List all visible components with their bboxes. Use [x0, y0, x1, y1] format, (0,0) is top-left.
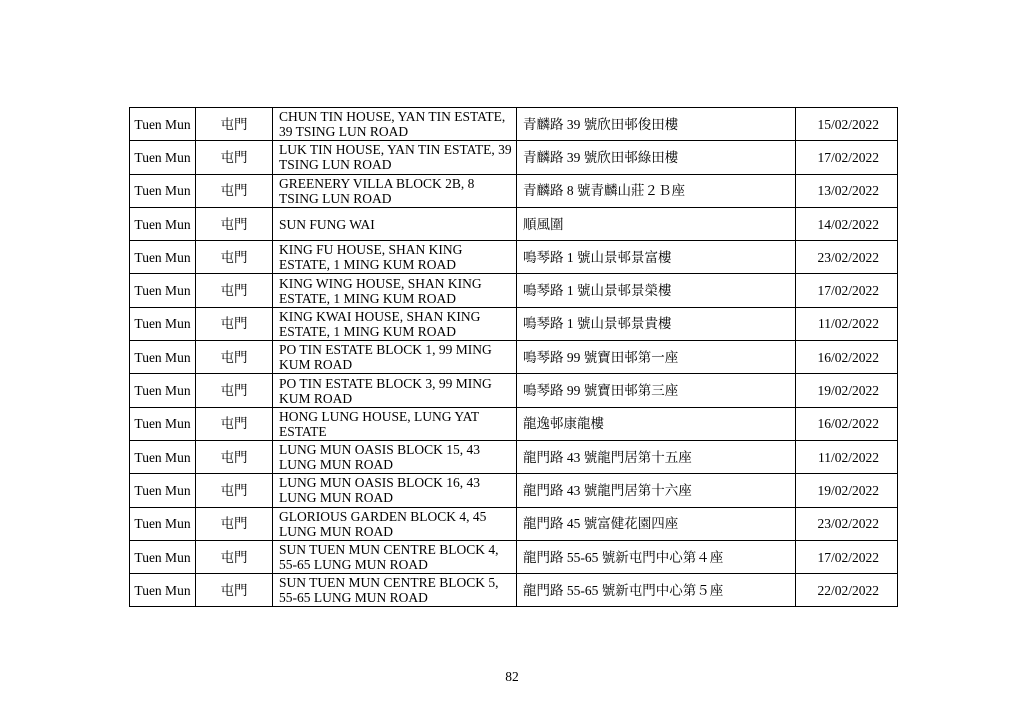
district-cell: Tuen Mun: [130, 540, 196, 573]
address-zh-cell: 青麟路 8 號青麟山莊２Ｂ座: [517, 174, 796, 207]
building-name-cell: SUN TUEN MUN CENTRE BLOCK 5, 55-65 LUNG MUN ROAD: [273, 574, 517, 607]
address-zh-cell: 鳴琴路 1 號山景邨景榮樓: [517, 274, 796, 307]
table-row: [130, 341, 898, 374]
date-cell: 16/02/2022: [796, 407, 898, 440]
building-name-cell: SUN TUEN MUN CENTRE BLOCK 4, 55-65 LUNG MUN ROAD: [273, 540, 517, 573]
address-zh-cell: 龍門路 43 號龍門居第十五座: [517, 440, 796, 473]
date-cell: 11/02/2022: [796, 440, 898, 473]
district-cell: Tuen Mun: [130, 374, 196, 407]
district-zh-cell: 屯門: [196, 440, 273, 473]
district-cell: Tuen Mun: [130, 174, 196, 207]
table-row: [130, 274, 898, 307]
address-zh-cell: 龍門路 43 號龍門居第十六座: [517, 474, 796, 507]
table-row: [130, 174, 898, 207]
address-zh-cell: 鳴琴路 99 號寶田邨第三座: [517, 374, 796, 407]
table-row: [130, 374, 898, 407]
address-zh-cell: 龍門路 55-65 號新屯門中心第５座: [517, 574, 796, 607]
table-row: [130, 407, 898, 440]
district-cell: Tuen Mun: [130, 141, 196, 174]
date-cell: 15/02/2022: [796, 108, 898, 141]
page-number: 82: [505, 669, 519, 684]
district-zh-cell: 屯門: [196, 540, 273, 573]
table-row: [130, 574, 898, 607]
table-row: [130, 307, 898, 340]
building-name-cell: KING WING HOUSE, SHAN KING ESTATE, 1 MING KUM ROAD: [273, 274, 517, 307]
table-body: [130, 108, 898, 607]
address-zh-cell: 龍門路 55-65 號新屯門中心第４座: [517, 540, 796, 573]
building-name-cell: KING KWAI HOUSE, SHAN KING ESTATE, 1 MING KUM ROAD: [273, 307, 517, 340]
district-cell: Tuen Mun: [130, 207, 196, 240]
district-zh-cell: 屯門: [196, 108, 273, 141]
building-name-cell: HONG LUNG HOUSE, LUNG YAT ESTATE: [273, 407, 517, 440]
building-name-cell: LUK TIN HOUSE, YAN TIN ESTATE, 39 TSING LUN ROAD: [273, 141, 517, 174]
district-zh-cell: 屯門: [196, 574, 273, 607]
date-cell: 23/02/2022: [796, 241, 898, 274]
building-name-cell: PO TIN ESTATE BLOCK 1, 99 MING KUM ROAD: [273, 341, 517, 374]
building-name-cell: SUN FUNG WAI: [273, 207, 517, 240]
table-row: [130, 207, 898, 240]
address-zh-cell: 青麟路 39 號欣田邨俊田樓: [517, 108, 796, 141]
date-cell: 11/02/2022: [796, 307, 898, 340]
district-zh-cell: 屯門: [196, 407, 273, 440]
district-cell: Tuen Mun: [130, 108, 196, 141]
district-zh-cell: 屯門: [196, 241, 273, 274]
district-zh-cell: 屯門: [196, 174, 273, 207]
district-cell: Tuen Mun: [130, 507, 196, 540]
district-cell: Tuen Mun: [130, 274, 196, 307]
table-row: [130, 507, 898, 540]
date-cell: 16/02/2022: [796, 341, 898, 374]
building-name-cell: CHUN TIN HOUSE, YAN TIN ESTATE, 39 TSING LUN ROAD: [273, 108, 517, 141]
district-zh-cell: 屯門: [196, 507, 273, 540]
district-zh-cell: 屯門: [196, 374, 273, 407]
building-name-cell: PO TIN ESTATE BLOCK 3, 99 MING KUM ROAD: [273, 374, 517, 407]
table-row: [130, 474, 898, 507]
district-cell: Tuen Mun: [130, 407, 196, 440]
date-cell: 17/02/2022: [796, 274, 898, 307]
address-zh-cell: 鳴琴路 1 號山景邨景富樓: [517, 241, 796, 274]
district-cell: Tuen Mun: [130, 574, 196, 607]
date-cell: 23/02/2022: [796, 507, 898, 540]
building-name-cell: LUNG MUN OASIS BLOCK 16, 43 LUNG MUN ROAD: [273, 474, 517, 507]
building-list-table: [129, 107, 898, 607]
address-zh-cell: 順風圍: [517, 207, 796, 240]
address-zh-cell: 龍門路 45 號富健花園四座: [517, 507, 796, 540]
district-cell: Tuen Mun: [130, 241, 196, 274]
building-name-cell: GLORIOUS GARDEN BLOCK 4, 45 LUNG MUN ROAD: [273, 507, 517, 540]
district-cell: Tuen Mun: [130, 440, 196, 473]
building-name-cell: KING FU HOUSE, SHAN KING ESTATE, 1 MING KUM ROAD: [273, 241, 517, 274]
building-name-cell: LUNG MUN OASIS BLOCK 15, 43 LUNG MUN ROAD: [273, 440, 517, 473]
address-zh-cell: 龍逸邨康龍樓: [517, 407, 796, 440]
table-row: [130, 141, 898, 174]
address-zh-cell: 鳴琴路 1 號山景邨景貴樓: [517, 307, 796, 340]
district-zh-cell: 屯門: [196, 274, 273, 307]
district-zh-cell: 屯門: [196, 341, 273, 374]
table-row: [130, 108, 898, 141]
building-name-cell: GREENERY VILLA BLOCK 2B, 8 TSING LUN ROAD: [273, 174, 517, 207]
district-zh-cell: 屯門: [196, 474, 273, 507]
date-cell: 14/02/2022: [796, 207, 898, 240]
date-cell: 17/02/2022: [796, 141, 898, 174]
district-cell: Tuen Mun: [130, 474, 196, 507]
district-cell: Tuen Mun: [130, 341, 196, 374]
date-cell: 22/02/2022: [796, 574, 898, 607]
table-row: [130, 440, 898, 473]
district-zh-cell: 屯門: [196, 141, 273, 174]
date-cell: 19/02/2022: [796, 474, 898, 507]
address-zh-cell: 青麟路 39 號欣田邨綠田樓: [517, 141, 796, 174]
table-row: [130, 540, 898, 573]
address-zh-cell: 鳴琴路 99 號寶田邨第一座: [517, 341, 796, 374]
date-cell: 19/02/2022: [796, 374, 898, 407]
date-cell: 13/02/2022: [796, 174, 898, 207]
district-zh-cell: 屯門: [196, 307, 273, 340]
date-cell: 17/02/2022: [796, 540, 898, 573]
district-cell: Tuen Mun: [130, 307, 196, 340]
table-row: [130, 241, 898, 274]
district-zh-cell: 屯門: [196, 207, 273, 240]
